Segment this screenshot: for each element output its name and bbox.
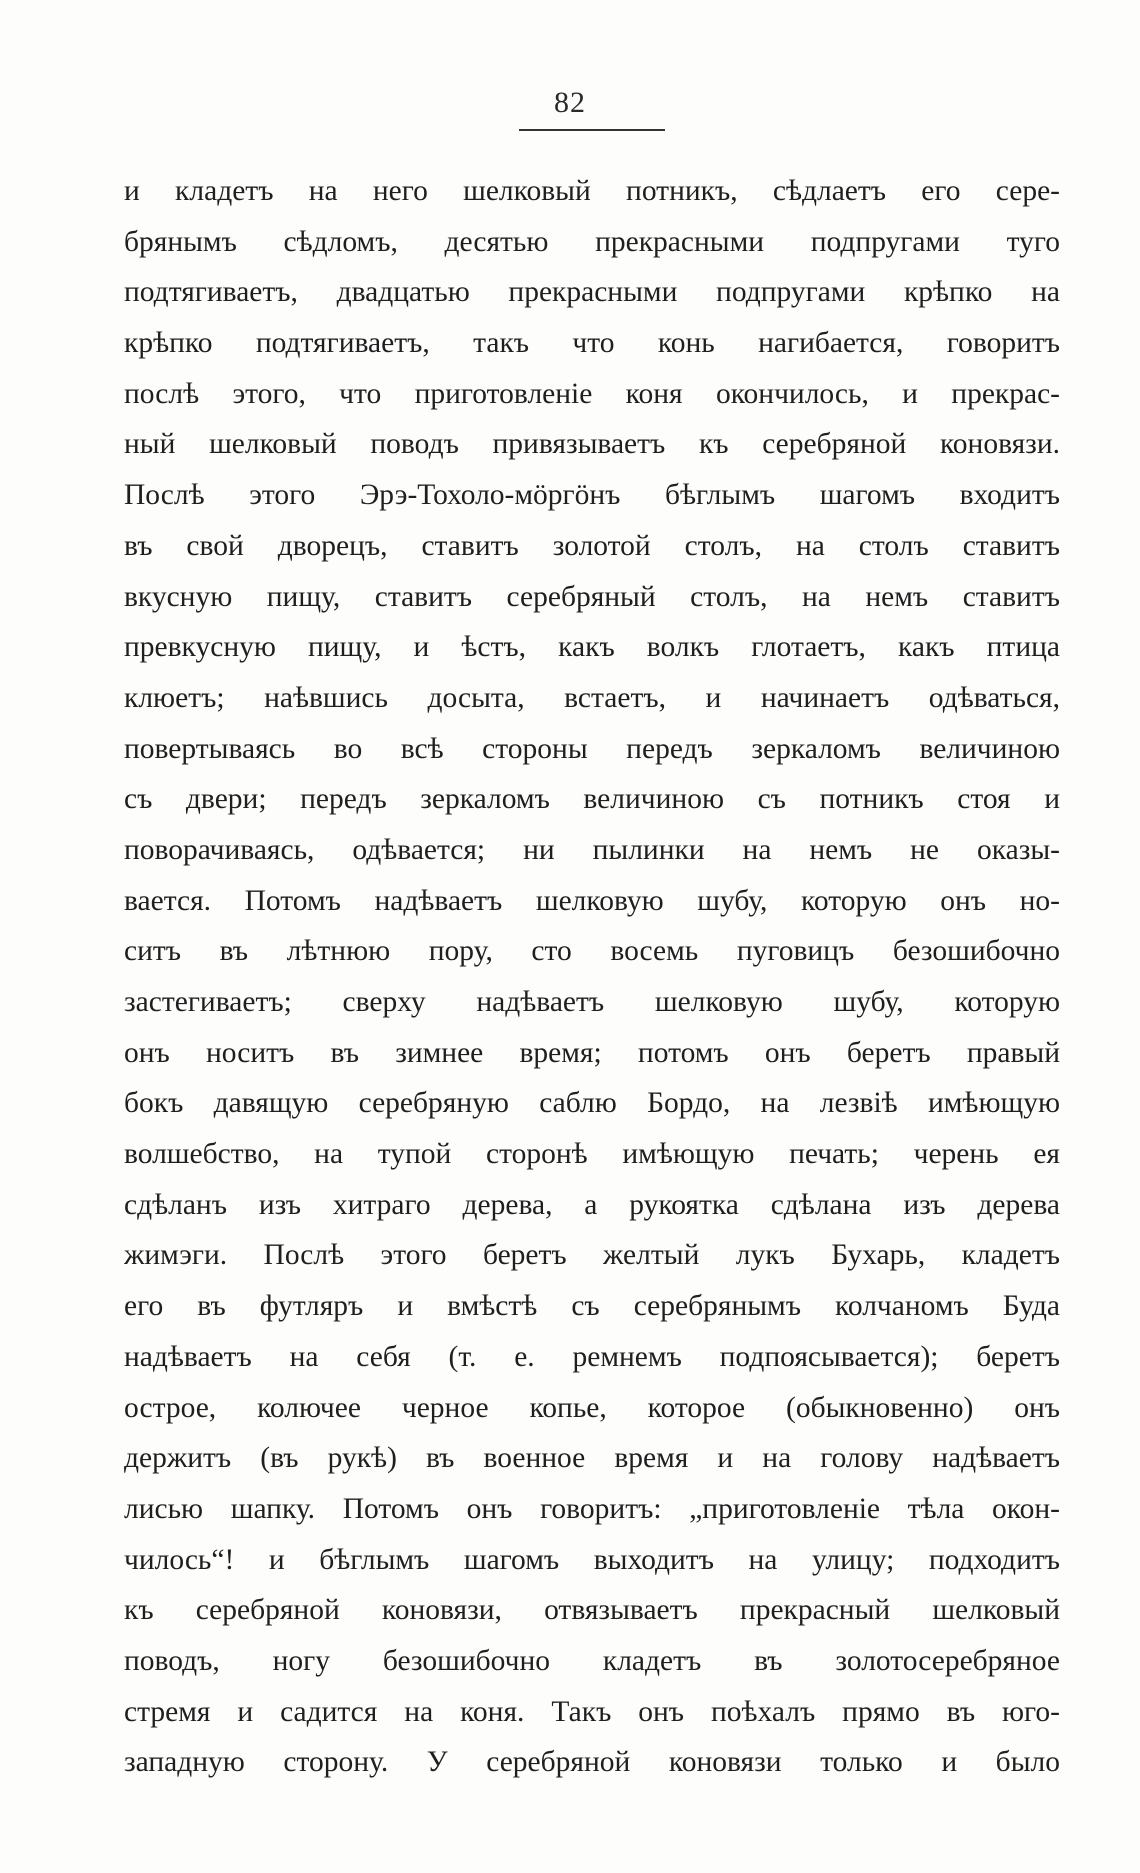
text-line: брянымъ сѣдломъ, десятью прекрасными подпругами туго [124,225,1060,258]
text-line: западную сторону. У серебряной коновязи только и было [124,1746,1060,1779]
text-line: вается. Потомъ надѣваетъ шелковую шубу, которую онъ но- [124,884,1060,917]
text-line: повертываясь во всѣ стороны передъ зеркаломъ величиною [124,732,1060,765]
body-text [124,166,1060,1788]
text-line: бокъ давящую серебряную саблю Бордо, на лезвіѣ имѣющую [124,1087,1060,1120]
text-line: превкусную пищу, и ѣстъ, какъ волкъ глотаетъ, какъ птица [124,631,1060,664]
text-line: поводъ, ногу безошибочно кладетъ въ золотосеребряное [124,1644,1060,1677]
text-line: чилось“! и бѣглымъ шагомъ выходитъ на улицу; подходитъ [124,1543,1060,1576]
text-line: клюетъ; наѣвшись досыта, встаетъ, и начинаетъ одѣваться, [124,681,1060,714]
text-line: послѣ этого, что приготовленіе коня окончилось, и прекрас- [124,377,1060,410]
text-line: его въ футляръ и вмѣстѣ съ серебрянымъ колчаномъ Буда [124,1290,1060,1323]
text-line: и кладетъ на него шелковый потникъ, сѣдлаетъ его сере- [124,175,1060,207]
page-number-rule [519,129,665,131]
text-line: къ серебряной коновязи, отвязываетъ прекрасный шелковый [124,1594,1060,1627]
text-line: лисью шапку. Потомъ онъ говоритъ: „приготовленіе тѣла окон- [124,1492,1060,1525]
text-line: Послѣ этого Эрэ-Тохоло-мӧргӧнъ бѣглымъ шагомъ входитъ [124,479,1060,512]
text-line: съ двери; передъ зеркаломъ величиною съ потникъ стоя и [124,783,1060,816]
text-line: поворачиваясь, одѣвается; ни пылинки на немъ не оказы- [124,833,1060,866]
text-line: ситъ въ лѣтнюю пору, сто восемь пуговицъ безошибочно [124,935,1060,968]
text-line: крѣпко подтягиваетъ, такъ что конь нагибается, говоритъ [124,327,1060,360]
text-line: онъ носитъ въ зимнее время; потомъ онъ беретъ правый [124,1036,1060,1069]
text-line: вкусную пищу, ставитъ серебряный столъ, на немъ ставитъ [124,580,1060,613]
text-line: волшебство, на тупой сторонѣ имѣющую печать; черень ея [124,1138,1060,1171]
text-line: жимэги. Послѣ этого беретъ желтый лукъ Бухарь, кладетъ [124,1239,1060,1272]
text-line: стремя и садится на коня. Такъ онъ поѣхалъ прямо въ юго- [124,1695,1060,1728]
text-line: надѣваетъ на себя (т. е. ремнемъ подпоясывается); беретъ [124,1340,1060,1373]
text-line: подтягиваетъ, двадцатью прекрасными подпругами крѣпко на [124,276,1060,309]
text-line: ный шелковый поводъ привязываетъ къ серебряной коновязи. [124,428,1060,461]
text-line: застегиваетъ; сверху надѣваетъ шелковую шубу, которую [124,986,1060,1018]
text-line: держитъ (въ рукѣ) въ военное время и на голову надѣваетъ [124,1442,1060,1475]
text-line: въ свой дворецъ, ставитъ золотой столъ, на столъ ставитъ [124,529,1060,562]
page-number: 82 [554,86,586,119]
text-line: острое, колючее черное копье, которое (обыкновенно) онъ [124,1391,1060,1424]
text-line: сдѣланъ изъ хитраго дерева, а рукоятка сдѣлана изъ дерева [124,1188,1060,1221]
